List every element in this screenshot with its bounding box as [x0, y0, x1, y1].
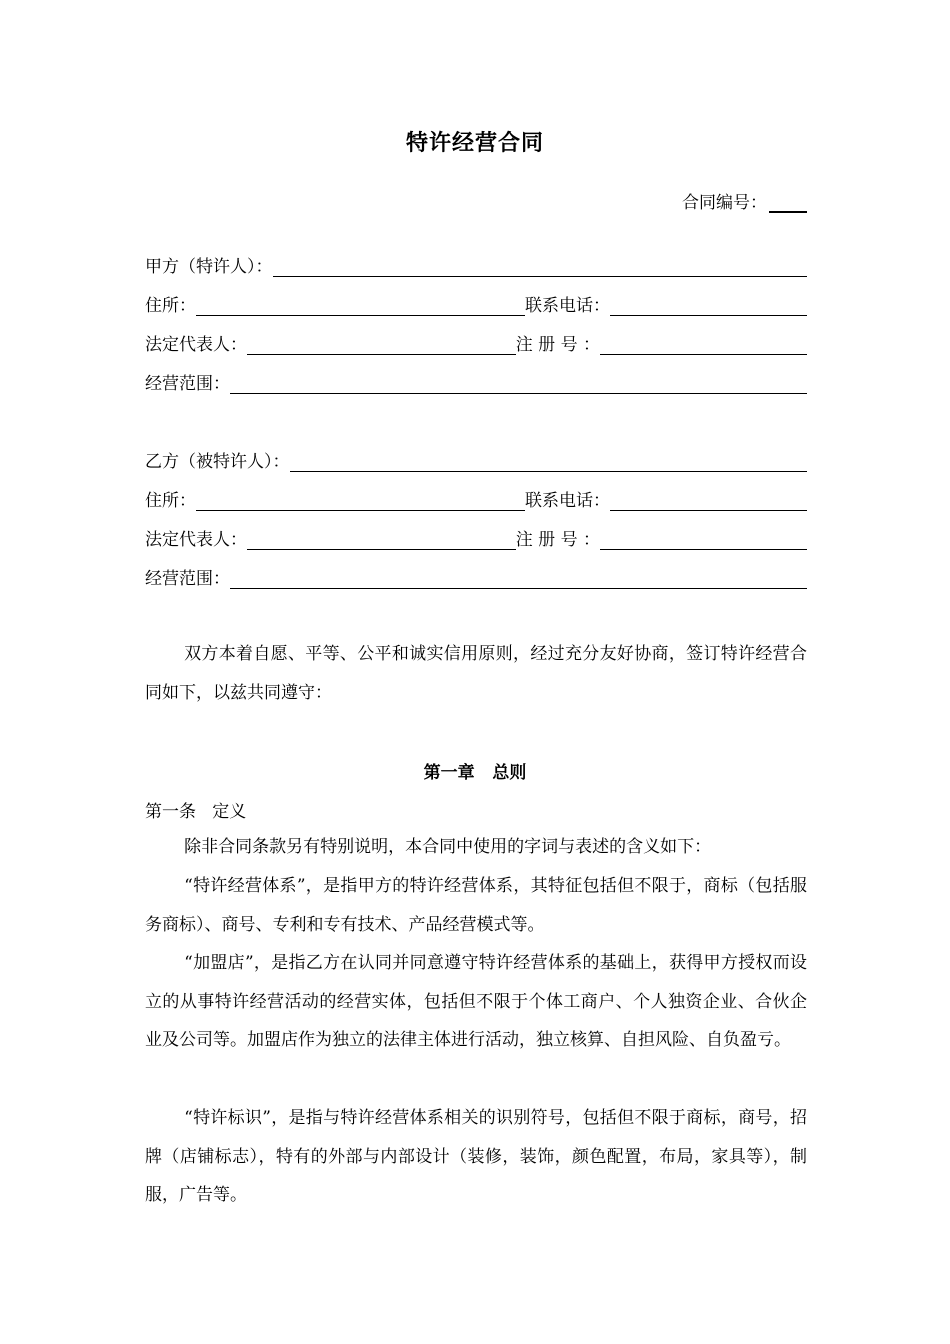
- party-b-address-row: [145, 485, 807, 511]
- party-a-address-row: [145, 290, 807, 316]
- party-a-name-label: 甲方（特许人）：: [145, 257, 273, 277]
- party-b-scope-row: [145, 563, 807, 589]
- definition-franchise-marks: “特许标识”，是指与特许经营体系相关的识别符号，包括但不限于商标，商号，招牌（店铺标志），特有的外部与内部设计（装修，装饰，颜色配置，布局，家具等），制服，广告等。: [145, 1108, 807, 1205]
- party-b-scope-label: 经营范围：: [145, 569, 230, 589]
- party-a-scope-label: 经营范围：: [145, 374, 230, 394]
- party-b-scope-blank[interactable]: [230, 568, 807, 589]
- definition-franchise-system: “特许经营体系”，是指甲方的特许经营体系，其特征包括但不限于，商标（包括服务商标）、商号、专利和专有技术、产品经营模式等。: [145, 876, 807, 935]
- document-title: 特许经营合同: [405, 130, 544, 156]
- contract-number-label: 合同编号：: [682, 193, 767, 213]
- party-b-phone-label: 联系电话：: [525, 491, 610, 511]
- contract-number: [682, 188, 807, 213]
- party-b-rep-label: 法定代表人：: [145, 530, 247, 550]
- definition-intro: 除非合同条款另有特别说明，本合同中使用的字词与表述的含义如下：: [184, 837, 712, 857]
- party-b-rep-row: [145, 524, 807, 550]
- party-a-rep-label: 法定代表人：: [145, 335, 247, 355]
- party-b-rep-blank[interactable]: [247, 529, 516, 550]
- party-a-name-blank[interactable]: [273, 256, 808, 277]
- party-b-name-row: [145, 446, 807, 472]
- article-heading: 第一条 定义: [145, 802, 247, 822]
- party-a-address-label: 住所：: [145, 296, 196, 316]
- party-a-name-row: [145, 251, 807, 277]
- party-a-reg-blank[interactable]: [600, 334, 807, 355]
- party-b-name-blank[interactable]: [290, 451, 808, 472]
- party-b-reg-blank[interactable]: [600, 529, 807, 550]
- party-a-rep-blank[interactable]: [247, 334, 516, 355]
- preamble: 双方本着自愿、平等、公平和诚实信用原则，经过充分友好协商，签订特许经营合同如下，以兹共同遵守：: [145, 644, 807, 703]
- party-a-phone-blank[interactable]: [610, 295, 807, 316]
- contract-number-blank[interactable]: [769, 191, 807, 213]
- party-b-phone-blank[interactable]: [610, 490, 807, 511]
- party-a-address-blank[interactable]: [196, 295, 525, 316]
- party-b-name-label: 乙方（被特许人）：: [145, 452, 290, 472]
- party-a-phone-label: 联系电话：: [525, 296, 610, 316]
- party-a-scope-row: [145, 368, 807, 394]
- party-a-reg-label: 注 册 号 ：: [515, 335, 600, 355]
- party-a-rep-row: [145, 329, 807, 355]
- party-a-scope-blank[interactable]: [230, 373, 807, 394]
- party-b-address-label: 住所：: [145, 491, 196, 511]
- party-b-address-blank[interactable]: [196, 490, 525, 511]
- definition-franchise-store: “加盟店”，是指乙方在认同并同意遵守特许经营体系的基础上，获得甲方授权而设立的从事特许经营活动的经营实体，包括但不限于个体工商户、个人独资企业、合伙企业及公司等。加盟店作为独立的法律主体进行活动，独立核算、自担风险、自负盈亏。: [145, 953, 807, 1050]
- chapter-heading: 第一章 总则: [423, 763, 527, 783]
- party-b-reg-label: 注 册 号 ：: [515, 530, 600, 550]
